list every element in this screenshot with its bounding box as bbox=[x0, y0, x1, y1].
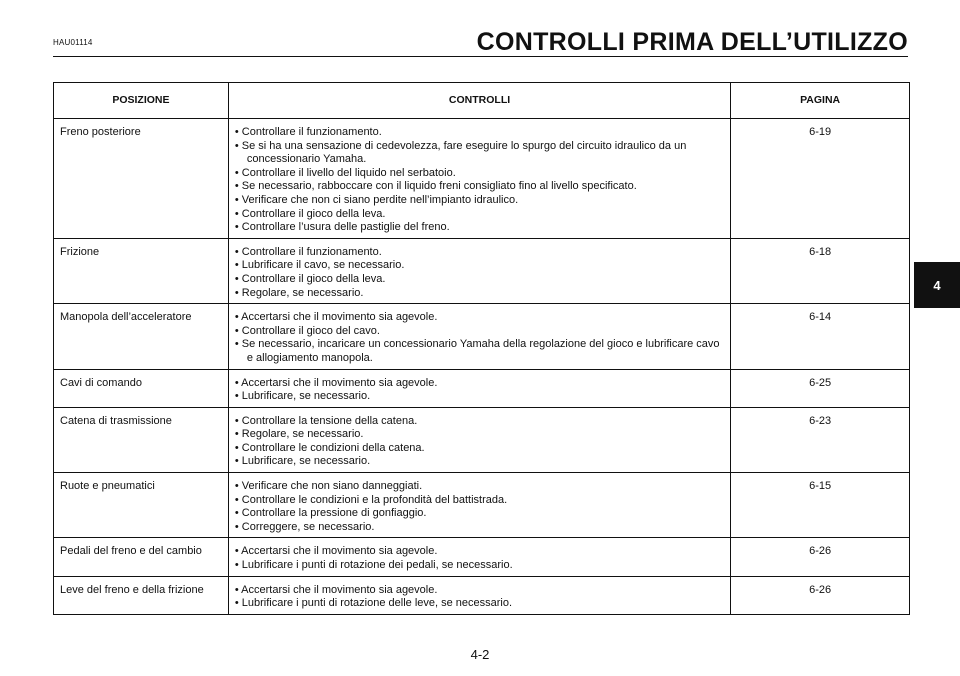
table-row bbox=[54, 119, 910, 239]
check-item: • Lubrificare i punti di rotazione dei pedali, se necessario. bbox=[234, 559, 513, 572]
check-item: • Controllare il livello del liquido nel serbatoio. bbox=[234, 166, 456, 179]
check-item: • Controllare il funzionamento. bbox=[234, 245, 382, 258]
doc-code: HAU01114 bbox=[53, 38, 93, 47]
row-checks bbox=[228, 304, 730, 369]
table-row bbox=[54, 407, 910, 472]
row-position: Catena di trasmissione bbox=[54, 407, 229, 472]
check-item: • Se si ha una sensazione di cedevolezza, fare eseguire lo spurgo del circuito idraulico da un concessionario Yamaha. bbox=[234, 139, 687, 166]
table-row bbox=[54, 238, 910, 303]
check-item: • Controllare la tensione della catena. bbox=[234, 414, 418, 427]
check-item: • Controllare il funzionamento. bbox=[234, 126, 382, 138]
row-page-ref: 6-23 bbox=[731, 407, 910, 472]
check-item: • Controllare le condizioni della catena. bbox=[234, 441, 425, 454]
row-page-ref: 6-14 bbox=[731, 304, 910, 369]
check-item: • Verificare che non ci siano perdite nell’impianto idraulico. bbox=[234, 193, 519, 206]
check-item: • Controllare l’usura delle pastiglie del freno. bbox=[234, 221, 450, 234]
check-item: • Regolare, se necessario. bbox=[234, 286, 364, 299]
check-item: • Lubrificare il cavo, se necessario. bbox=[234, 259, 405, 272]
row-checks bbox=[228, 238, 730, 303]
row-page-ref: 6-19 bbox=[731, 119, 910, 239]
row-position: Freno posteriore bbox=[54, 119, 229, 239]
row-checks bbox=[228, 407, 730, 472]
check-item: • Controllare il gioco della leva. bbox=[234, 207, 386, 220]
check-item: • Lubrificare, se necessario. bbox=[234, 390, 371, 403]
check-item: • Accertarsi che il movimento sia agevole. bbox=[234, 311, 438, 324]
check-item: • Regolare, se necessario. bbox=[234, 428, 364, 441]
check-item: • Controllare le condizioni e la profondità del battistrada. bbox=[234, 493, 508, 506]
check-item: • Accertarsi che il movimento sia agevole. bbox=[234, 545, 438, 558]
row-page-ref: 6-25 bbox=[731, 369, 910, 407]
row-position: Ruote e pneumatici bbox=[54, 473, 229, 538]
check-item: • Se necessario, rabboccare con il liquido freni consigliato fino al livello specificato. bbox=[234, 180, 637, 193]
row-checks bbox=[228, 576, 730, 614]
check-item: • Correggere, se necessario. bbox=[234, 520, 375, 533]
check-item: • Verificare che non siano danneggiati. bbox=[234, 480, 423, 493]
row-page-ref: 6-26 bbox=[731, 576, 910, 614]
controls-table bbox=[53, 82, 910, 615]
row-position: Pedali del freno e del cambio bbox=[54, 538, 229, 576]
check-item: • Controllare il gioco del cavo. bbox=[234, 324, 380, 337]
check-item: • Controllare il gioco della leva. bbox=[234, 272, 386, 285]
check-item: • Se necessario, incaricare un concessionario Yamaha della regolazione del gioco e lubrificare cavo e allogiamento manopola. bbox=[234, 338, 720, 364]
page-title: CONTROLLI PRIMA DELL’UTILIZZO bbox=[476, 28, 908, 56]
row-position: Leve del freno e della frizione bbox=[54, 576, 229, 614]
chapter-tab[interactable]: 4 bbox=[914, 262, 960, 308]
row-position: Manopola dell’acceleratore bbox=[54, 304, 229, 369]
header-page: PAGINA bbox=[731, 83, 910, 119]
table-row bbox=[54, 304, 910, 369]
check-item: • Accertarsi che il movimento sia agevole. bbox=[234, 583, 438, 596]
check-item: • Lubrificare i punti di rotazione delle leve, se necessario. bbox=[234, 597, 513, 610]
row-checks bbox=[228, 473, 730, 538]
table-header-row bbox=[54, 83, 910, 119]
row-position: Frizione bbox=[54, 238, 229, 303]
table-row bbox=[54, 538, 910, 576]
header-position: POSIZIONE bbox=[54, 83, 229, 119]
table-row bbox=[54, 576, 910, 614]
check-item: • Accertarsi che il movimento sia agevole. bbox=[234, 376, 438, 389]
row-position: Cavi di comando bbox=[54, 369, 229, 407]
header-controls: CONTROLLI bbox=[228, 83, 730, 119]
row-page-ref: 6-15 bbox=[731, 473, 910, 538]
row-checks bbox=[228, 119, 730, 239]
row-checks bbox=[228, 538, 730, 576]
table-row bbox=[54, 369, 910, 407]
row-page-ref: 6-26 bbox=[731, 538, 910, 576]
page-number: 4-2 bbox=[470, 647, 490, 662]
row-checks bbox=[228, 369, 730, 407]
check-item: • Lubrificare, se necessario. bbox=[234, 455, 371, 468]
check-item: • Controllare la pressione di gonfiaggio. bbox=[234, 507, 427, 520]
header-rule bbox=[53, 56, 908, 57]
table-row bbox=[54, 473, 910, 538]
row-page-ref: 6-18 bbox=[731, 238, 910, 303]
